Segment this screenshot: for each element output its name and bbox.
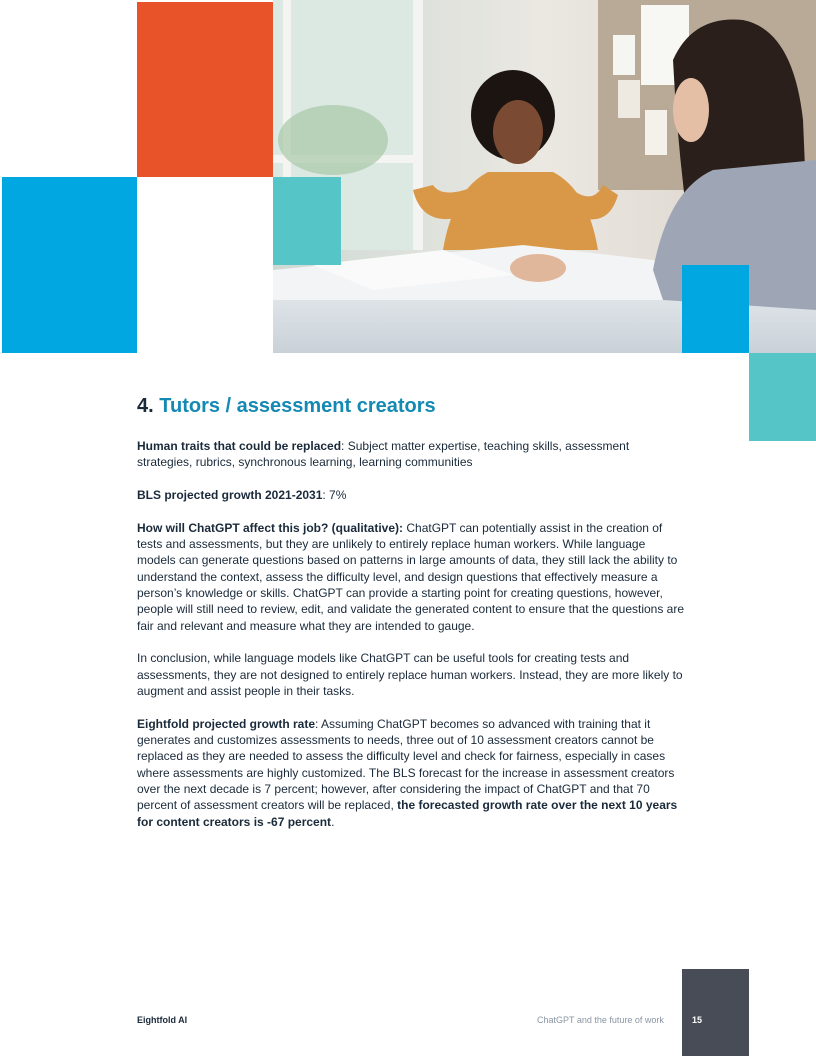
- blue-square-right: [682, 265, 749, 353]
- orange-square: [137, 2, 273, 177]
- bls-paragraph: [137, 487, 685, 503]
- teal-square-right: [749, 353, 816, 441]
- qualitative-label: How will ChatGPT affect this job? (qualitative):: [137, 520, 404, 535]
- eightfold-text: : Assuming ChatGPT becomes so advanced with training that it generates and customizes assessments to needs, three out of 10 assessment creators cannot be replaced as they are needed to assess the difficulty level and check for fairness, especially in cases where assessments are highly customized. The BLS forecast for the increase in assessment creators over the next decade is 7 percent; however, after considering the impact of ChatGPT and that 70 percent of assessment creators will be replaced,: [137, 716, 675, 813]
- section-title: Tutors / assessment creators: [159, 395, 436, 417]
- section-heading: [137, 394, 685, 418]
- bls-text: : 7%: [322, 488, 347, 503]
- article-body: [137, 394, 685, 846]
- page-number: 15: [692, 1015, 703, 1025]
- qualitative-paragraph: [137, 520, 685, 634]
- page-number-tab: [682, 969, 749, 1056]
- qualitative-text: ChatGPT can potentially assist in the creation of tests and assessments, but they are unlikely to entirely replace human workers. While language models can generate questions based on patterns in large amounts of data, they still lack the ability to understand the context, assess the difficulty level, and design questions that effectively measure a person’s knowledge or skills. ChatGPT can provide a starting point for creating questions, however, people will still need to review, edit, and validate the generated content to ensure that the questions are fair and relevant and measure what they are intended to gauge.: [137, 520, 685, 633]
- bls-label: BLS projected growth 2021-2031: [137, 488, 323, 503]
- teal-square-top: [273, 177, 341, 265]
- footer-brand: Eightfold AI: [137, 1015, 188, 1025]
- conclusion-paragraph: In conclusion, while language models like ChatGPT can be useful tools for creating tests and assessments, they are not designed to entirely replace human workers. Instead, they are more likely to augment and assist people in their tasks.: [137, 651, 683, 699]
- traits-label: Human traits that could be replaced: [137, 439, 342, 453]
- eightfold-label: Eightfold projected growth rate: [137, 716, 316, 731]
- footer-doc-title: ChatGPT and the future of work: [537, 1015, 664, 1025]
- eightfold-bold-conclusion: the forecasted growth rate over the next 10 years for content creators is -67 percent: [137, 798, 678, 829]
- traits-paragraph: [137, 438, 685, 471]
- blue-square: [2, 177, 137, 353]
- traits-text: : Subject matter expertise, teaching skills, assessment strategies, rubrics, synchronous learning, learning communities: [137, 439, 630, 470]
- eightfold-end: .: [331, 814, 335, 829]
- section-number: 4.: [137, 395, 154, 417]
- eightfold-paragraph: [137, 716, 685, 830]
